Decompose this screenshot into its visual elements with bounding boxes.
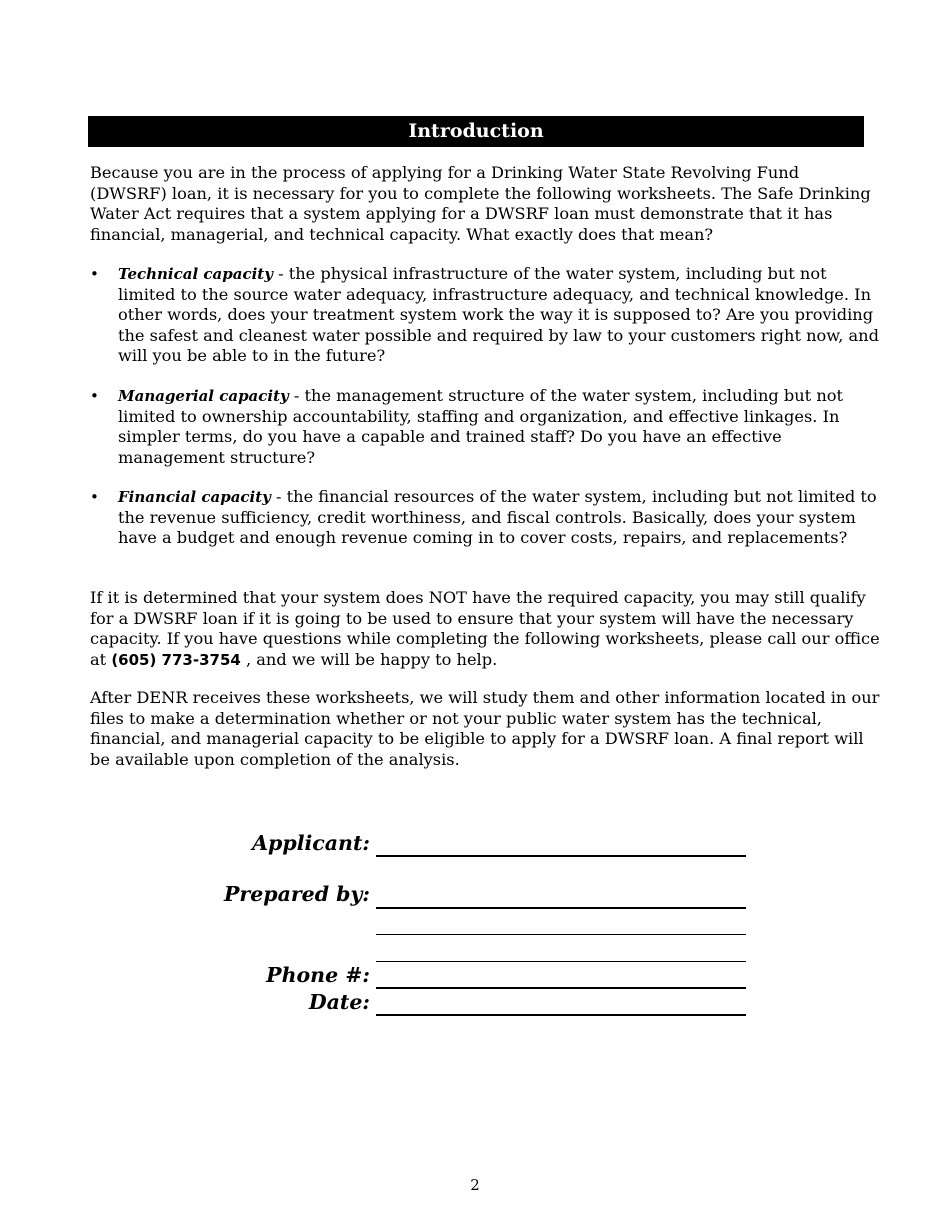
bullet-description: - the physical infrastructure of the water system, including but not limited to the source water adequacy, infrastructure adequacy, and technical knowledge. In other words, does your treatment system work the way it is supposed to? Are you providing the safest and cleanest water possible and required by law to your customers right now, and will you be able to in the future? [118,264,879,366]
phone-field[interactable] [376,987,746,989]
bullet-text [118,264,880,367]
prepared-by-field-line-2[interactable] [376,934,746,935]
bullet-text [118,386,880,468]
prepared-by-field-line-3[interactable] [376,961,746,962]
bullet-description: - the financial resources of the water system, including but not limited to the revenue sufficiency, credit worthiness, and fiscal controls. Basically, does your system have a budget and enough revenue coming in to cover costs, repairs, and replacements? [118,487,877,548]
bullet-term: Managerial capacity [118,387,289,405]
date-label: Date: [308,990,370,1014]
bullet-marker: • [90,265,99,283]
denr-paragraph: After DENR receives these worksheets, we will study them and other information located in our files to make a determination whether or not your public water system has the technical, financial, and managerial capacity to be eligible to apply for a DWSRF loan. A final report will be available upon completion of the analysis. [90,688,880,769]
bullet-marker: • [90,488,99,506]
bullet-term: Technical capacity [118,265,273,283]
bullet-marker: • [90,387,99,405]
page-number: 2 [470,1176,480,1194]
bullet-technical [90,264,880,367]
section-heading: Introduction [88,116,864,147]
bullet-description: - the management structure of the water system, including but not limited to ownership accountability, staffing and organization, and effective linkages. In simpler terms, do you have a capable and trained staff? Do you have an effective management structure? [118,386,843,467]
capacity-paragraph [90,588,880,670]
capacity-text-before: If it is determined that your system does NOT have the required capacity, you may still qualify for a DWSRF loan if it is going to be used to ensure that your system will have the necessary capacity. If you have questions while completing the following worksheets, please call our office at [90,588,880,669]
bullet-managerial [90,386,880,468]
bullet-text [118,487,880,549]
office-phone-number: (605) 773-3754 [111,650,241,669]
bullet-financial [90,487,880,549]
applicant-label: Applicant: [252,831,370,855]
applicant-field[interactable] [376,855,746,857]
intro-paragraph: Because you are in the process of applying for a Drinking Water State Revolving Fund (DWSRF) loan, it is necessary for you to complete the following worksheets. The Safe Drinking Water Act requires that a system applying for a DWSRF loan must demonstrate that it has financial, managerial, and technical capacity. What exactly does that mean? [90,163,871,244]
capacity-text-after: , and we will be happy to help. [240,649,498,669]
prepared-by-field[interactable] [376,907,746,909]
bullet-term: Financial capacity [118,488,271,506]
prepared-by-label: Prepared by: [223,882,370,906]
phone-label: Phone #: [266,963,370,987]
date-field[interactable] [376,1014,746,1016]
